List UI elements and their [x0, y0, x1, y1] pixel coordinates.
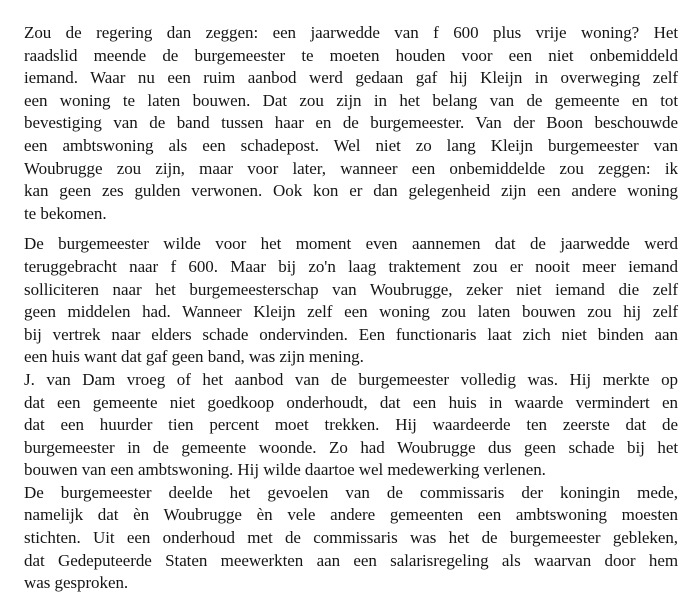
text-line: Zou de regering dan zeggen: een jaarwedde van f 600 plus vrije woning? Het — [24, 23, 678, 42]
text-line: J. van Dam vroeg of het aanbod van de burgemeester volledig was. Hij merkte op — [24, 369, 678, 389]
text-line: namelijk dat èn Woubrugge èn vele andere gemeenten een ambtswoning moesten — [24, 505, 678, 525]
text-line: raadslid meende de burgemeester te moeten houden voor een niet onbemiddeld — [24, 45, 678, 65]
text-line: te bekomen. — [24, 203, 107, 223]
text-line: De burgemeester deelde het gevoelen van de commissaris der koningin mede, — [24, 482, 678, 502]
text-line: iemand. Waar nu een ruim aanbod werd gedaan gaf hij Kleijn in overweging zelf — [24, 68, 678, 88]
paragraph-burgemeester-traktement — [24, 233, 678, 369]
paragraph-regering-jaarwedde — [24, 22, 678, 225]
text-line: kan geen zes gulden verwonen. Ook kon er dan gelegenheid zijn een andere woning — [24, 181, 678, 201]
text-line: burgemeester in de gemeente woonde. Zo had Woubrugge dus geen schade bij het — [24, 437, 678, 457]
text-line: stichten. Uit een onderhoud met de commissaris was het de burgemeester gebleken, — [24, 528, 678, 548]
text-line: solliciteren naar het burgemeesterschap van Woubrugge, zeker niet iemand die zelf — [24, 279, 678, 299]
document-page — [24, 22, 678, 595]
text-line: bouwen van een ambtswoning. Hij wilde daartoe wel medewerking verlenen. — [24, 460, 546, 480]
text-line: dat een gemeente niet goedkoop onderhoudt, dat een huis in waarde vermindert en — [24, 392, 678, 412]
text-line: geen middelen had. Wanneer Kleijn zelf een woning zou laten bouwen zou hij zelf — [24, 302, 678, 322]
text-line: bevestiging van de band tussen haar en de burgemeester. Van der Boon beschouwde — [24, 113, 678, 133]
text-line: teruggebracht naar f 600. Maar bij zo'n laag traktement zou er nooit meer iemand — [24, 256, 678, 276]
text-line: een ambtswoning als een schadepost. Wel niet zo lang Kleijn burgemeester van — [24, 135, 678, 155]
text-line: dat een huurder tien percent moet trekken. Hij waardeerde ten zeerste dat de — [24, 415, 678, 435]
text-line: een huis want dat gaf geen band, was zijn mening. — [24, 347, 364, 367]
paragraph-gap — [24, 225, 678, 233]
text-line: dat Gedeputeerde Staten meewerkten aan een salarisregeling als waarvan door hem — [24, 550, 678, 570]
paragraph-commissaris — [24, 482, 678, 595]
paragraph-van-dam — [24, 369, 678, 482]
text-line: was gesproken. — [24, 573, 129, 593]
text-line: De burgemeester wilde voor het moment even aannemen dat de jaarwedde werd — [24, 234, 678, 254]
text-line: een woning te laten bouwen. Dat zou zijn in het belang van de gemeente en tot — [24, 90, 678, 110]
text-line: bij vertrek naar elders schade ondervinden. Een functionaris laat zich niet binden aan — [24, 324, 678, 344]
text-line: Woubrugge zou zijn, maar voor later, wanneer een onbemiddelde zou zeggen: ik — [24, 158, 678, 178]
